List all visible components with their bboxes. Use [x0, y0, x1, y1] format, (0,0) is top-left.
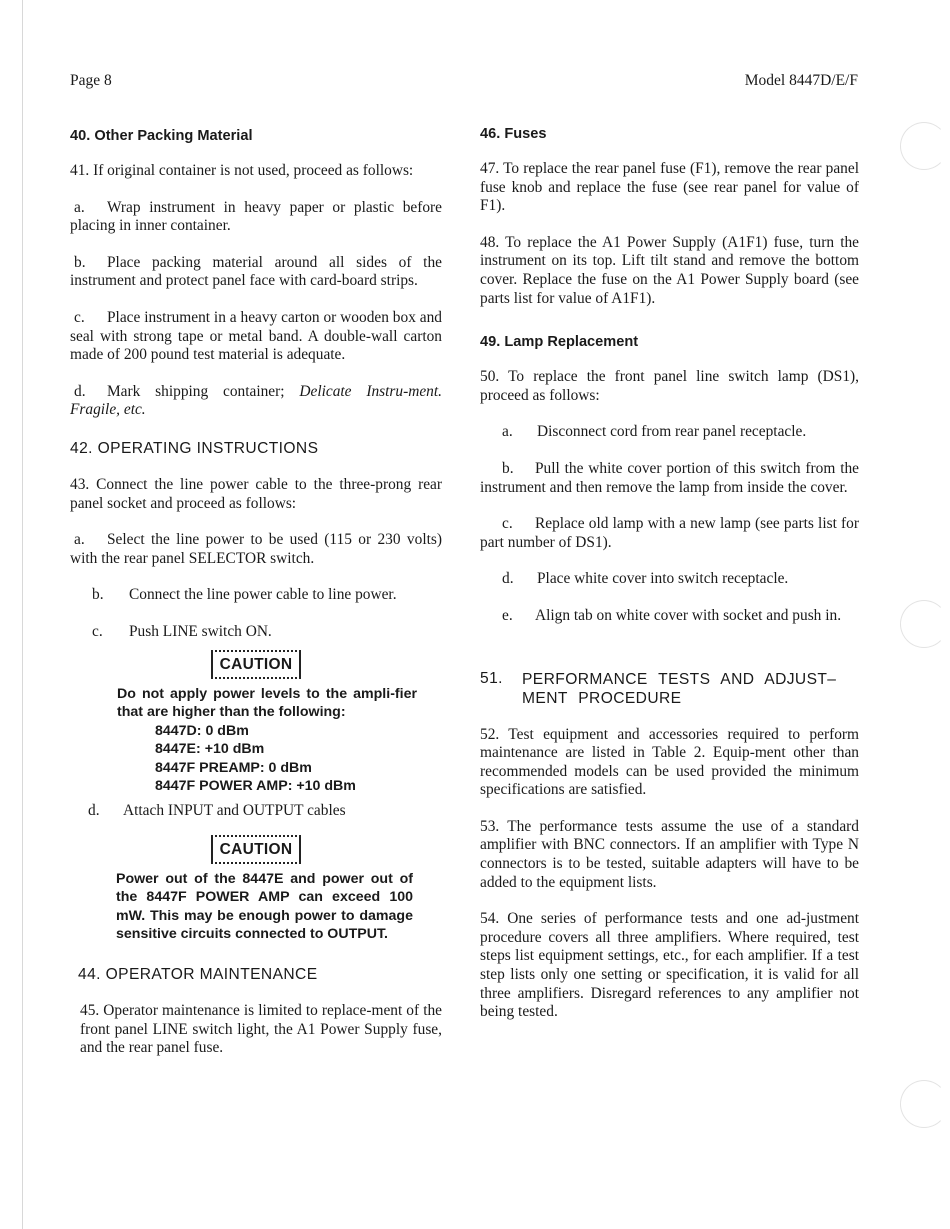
item-50a: [480, 423, 859, 442]
punch-hole-mark: [900, 600, 948, 648]
item-letter: a.: [74, 531, 85, 549]
item-text: Place white cover into switch receptacle.: [537, 570, 789, 588]
binding-margin-line: [22, 0, 23, 1229]
item-43c: [70, 623, 442, 642]
power-limit-8447f-preamp: 8447F PREAMP: 0 dBm: [155, 759, 312, 776]
item-letter: d.: [74, 382, 86, 400]
item-letter: d.: [502, 570, 514, 588]
item-text: Wrap instrument in heavy paper or plastic before placing in inner container.: [70, 198, 442, 235]
item-letter: b.: [74, 253, 86, 271]
item-letter: e.: [502, 606, 513, 624]
item-letter: b.: [502, 459, 514, 477]
section-51-heading: [480, 670, 859, 708]
paragraph-53: 53. The performance tests assume the use of a standard amplifier with BNC connectors. If an amplifier with Type N connectors is to be tested, suitable adapters will have to be added to the equipment lists.: [480, 817, 859, 891]
right-column: [480, 126, 859, 1022]
caution-text: Power out of the 8447E and power out of the 8447F POWER AMP can exceed 100 mW. This may be enough power to damage sensitive circuits connected to OUTPUT.: [116, 870, 413, 943]
item-41c: [70, 309, 442, 365]
paragraph-43: 43. Connect the line power cable to the three-prong rear panel socket and proceed as follows:: [70, 475, 442, 512]
item-41b: [70, 254, 442, 291]
item-43b: [70, 586, 442, 605]
item-41d: [70, 383, 442, 420]
item-letter: a.: [502, 423, 513, 441]
power-limit-8447e: 8447E: +10 dBm: [155, 741, 265, 758]
caution-1: [70, 650, 442, 679]
punch-hole-mark: [900, 122, 948, 170]
paragraph-41: 41. If original container is not used, proceed as follows:: [70, 162, 414, 179]
punch-hole-mark: [900, 1080, 948, 1128]
item-letter: b.: [92, 586, 104, 604]
section-42-title: 42. OPERATING INSTRUCTIONS: [70, 439, 319, 457]
item-text: Place packing material around all sides of the instrument and protect panel face with card-board strips.: [70, 253, 442, 290]
item-emphasis: Delicate Instru-ment. Fragile, etc.: [70, 382, 442, 419]
paragraph-54: 54. One series of performance tests and one ad-justment procedure covers all three amplifiers. Where required, test steps list equipment settings, etc., for each amplifier. If a test step lists only one setting or specification, it is valid for all three amplifiers. Disregard references to any amplifier not being tested.: [480, 910, 859, 1021]
item-50d: [480, 570, 859, 589]
item-43a: [70, 531, 442, 568]
item-text: Disconnect cord from rear panel receptacle.: [537, 423, 807, 441]
item-43d: [70, 802, 442, 821]
section-49-title: 49. Lamp Replacement: [480, 334, 639, 351]
caution-2: [70, 835, 442, 864]
caution-label: CAUTION: [211, 835, 302, 864]
item-text: Place instrument in a heavy carton or wooden box and seal with strong tape or metal band. A double-wall carton made of 200 pound test material is adequate.: [70, 308, 442, 364]
page-number: Page 8: [70, 72, 112, 89]
item-text: Pull the white cover portion of this switch from the instrument and then remove the lamp from inside the cover.: [480, 459, 859, 496]
paragraph-45: 45. Operator maintenance is limited to replace-ment of the front panel LINE switch light, the A1 Power Supply fuse, and the rear panel fuse.: [80, 1002, 442, 1057]
section-40-title: 40. Other Packing Material: [70, 128, 253, 144]
power-limits: [117, 722, 417, 796]
paragraph-50: 50. To replace the front panel line switch lamp (DS1), proceed as follows:: [480, 368, 859, 404]
item-text: Mark shipping container;: [107, 382, 300, 400]
paragraph-52: 52. Test equipment and accessories required to perform maintenance are listed in Table 2. Equip-ment other than recommended models can be used provided the minimum specifications are satisfied.: [480, 725, 859, 799]
section-46-title: 46. Fuses: [480, 126, 547, 142]
item-50b: [480, 460, 859, 497]
item-letter: c.: [502, 515, 513, 533]
item-text: Attach INPUT and OUTPUT cables: [123, 802, 346, 820]
section-44-title: 44. OPERATOR MAINTENANCE: [78, 966, 318, 984]
item-letter: a.: [74, 198, 85, 216]
paragraph-47: 47. To replace the rear panel fuse (F1), remove the rear panel fuse knob and replace the fuse (see rear panel for value of F1).: [480, 160, 859, 215]
item-text: Select the line power to be used (115 or 230 volts) with the rear panel SELECTOR switch.: [70, 531, 442, 567]
paragraph-48: 48. To replace the A1 Power Supply (A1F1) fuse, turn the instrument on its top. Lift tilt stand and remove the bottom cover. Replace the fuse on the A1 Power Supply board (see parts list for value of A1F1).: [480, 233, 859, 307]
item-text: Push LINE switch ON.: [129, 622, 272, 640]
item-letter: c.: [92, 622, 103, 640]
section-51-number: 51.: [480, 669, 503, 687]
item-50e: [480, 607, 859, 626]
caution-1-body: [70, 685, 417, 797]
item-50c: [480, 515, 859, 552]
item-letter: d.: [88, 802, 100, 820]
item-41a: [70, 199, 442, 236]
section-51-title: PERFORMANCE TESTS AND ADJUST–MENT PROCEDURE: [522, 670, 837, 707]
item-text: Connect the line power cable to line power.: [129, 586, 397, 604]
model-number: Model 8447D/E/F: [744, 72, 858, 89]
item-text: Replace old lamp with a new lamp (see parts list for part number of DS1).: [480, 515, 859, 551]
caution-text: Do not apply power levels to the ampli-fier that are higher than the following:: [117, 685, 417, 721]
caution-label: CAUTION: [211, 650, 302, 679]
item-letter: c.: [74, 308, 85, 326]
power-limit-8447d: 8447D: 0 dBm: [155, 722, 249, 739]
item-text: Align tab on white cover with socket and push in.: [535, 606, 842, 624]
caution-2-body: [70, 870, 413, 944]
left-column: [70, 126, 442, 1058]
power-limit-8447f-power-amp: 8447F POWER AMP: +10 dBm: [155, 778, 356, 795]
